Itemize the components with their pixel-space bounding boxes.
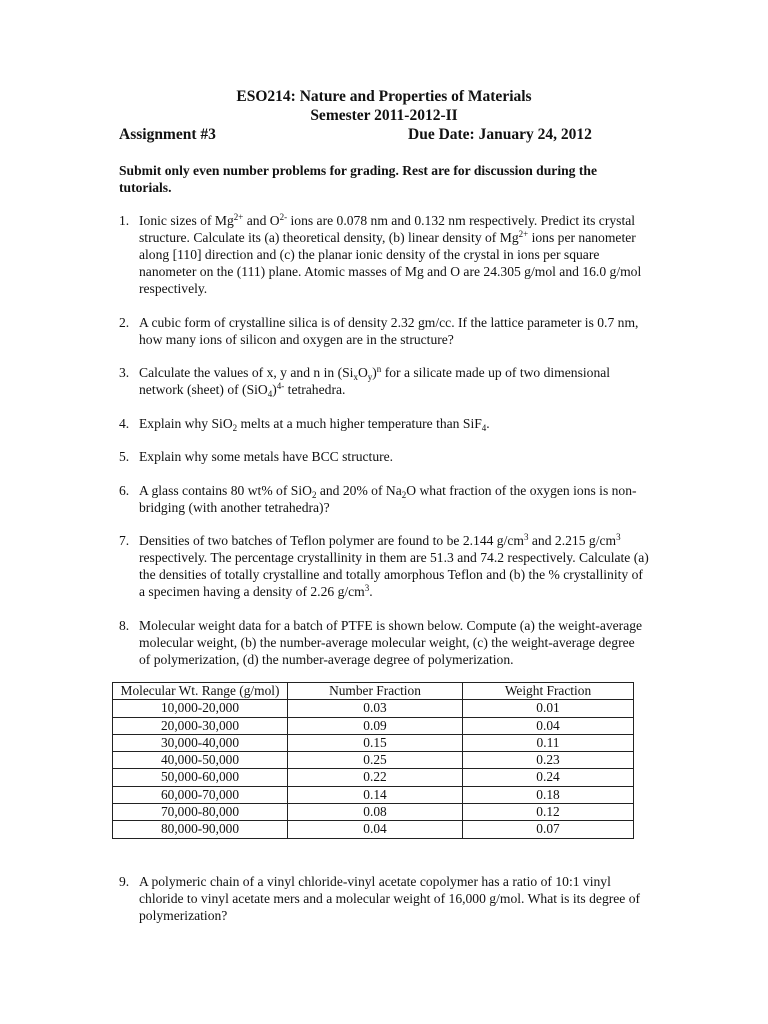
column-header: Number Fraction (288, 683, 463, 700)
number-fraction-cell: 0.25 (288, 752, 463, 769)
table-row (113, 717, 634, 734)
problem-number: 1. (119, 213, 130, 228)
table-row (113, 804, 634, 821)
table-row (113, 769, 634, 786)
problem-9 (119, 873, 649, 924)
problem-number: 8. (119, 618, 130, 633)
table-row (113, 700, 634, 717)
molecular-weight-table (112, 682, 634, 839)
number-fraction-cell: 0.09 (288, 717, 463, 734)
assignment-number: Assignment #3 (119, 126, 216, 143)
table-row (113, 786, 634, 803)
table-row (113, 734, 634, 751)
problem-number: 6. (119, 483, 130, 498)
problem-5 (119, 448, 649, 465)
problem-number: 7. (119, 533, 130, 548)
problem-number: 9. (119, 874, 130, 889)
weight-fraction-cell: 0.18 (463, 786, 634, 803)
problem-text: Ionic sizes of $Mg^{2+}$ and $O^{2-}$ ions are 0.078 nm and 0.132 nm respectively. Predict its crystal structure. Calculate its (a) theoretical density, (b) linear density of $Mg^{2+}$ ions per nanometer along [110] direction and (c) the planar ionic density of the crystal in ions per square nanometer on the (111) plane. Atomic masses of Mg and O are 24.305 g/mol and 16.0 g/mol respectively. (139, 212, 642, 296)
course-title: ESO214: Nature and Properties of Materials (236, 88, 532, 105)
instructions: Submit only even number problems for grading. Rest are for discussion during the tutorials. (119, 163, 597, 195)
problem-number: 3. (119, 365, 130, 380)
column-header: Weight Fraction (463, 683, 634, 700)
number-fraction-cell: 0.15 (288, 734, 463, 751)
mw-range-cell: 50,000-60,000 (113, 769, 288, 786)
mw-range-cell: 60,000-70,000 (113, 786, 288, 803)
mw-range-cell: 10,000-20,000 (113, 700, 288, 717)
due-date: Due Date: January 24, 2012 (408, 126, 592, 143)
table-row (113, 752, 634, 769)
table-header-row (113, 683, 634, 700)
semester-title: Semester 2011-2012-II (310, 107, 458, 124)
table-row (113, 821, 634, 838)
problem-number: 2. (119, 315, 130, 330)
mw-range-cell: 80,000-90,000 (113, 821, 288, 838)
mw-range-cell: 70,000-80,000 (113, 804, 288, 821)
number-fraction-cell: 0.03 (288, 700, 463, 717)
problem-number: 5. (119, 449, 130, 464)
problem-text: Densities of two batches of Teflon polymer are found to be 2.144 $g/cm^3$ and 2.215 $g/cm^3$ respectively. The percentage crystallinity in them are 51.3 and 74.2 respectively. Calculate (a) the densities of totally crystalline and totally amorphous Teflon and (b) the % crystallinity of a specimen having a density of 2.26 $g/cm^3$. (139, 532, 649, 599)
problem-text: A glass contains 80 wt% of SiO$_2$ and 20% of $Na_2O$ what fraction of the oxygen ions is non-bridging (with another tetrahedra)? (139, 483, 637, 515)
problem-4 (119, 415, 649, 432)
problem-2 (119, 314, 649, 348)
problem-text: Calculate the values of x, y and n in $(Si_xO_y)^n$ for a silicate made up of two dimensional network (sheet) of $(SiO_4)^{4-}$ tetrahedra. (139, 364, 611, 399)
weight-fraction-cell: 0.04 (463, 717, 634, 734)
problem-6 (119, 482, 649, 516)
weight-fraction-cell: 0.01 (463, 700, 634, 717)
problem-text: Molecular weight data for a batch of PTFE is shown below. Compute (a) the weight-average molecular weight, (b) the number-average molecular weight, (c) the weight-average degree of polymerization, (d) the number-average degree of polymerization. (139, 618, 643, 667)
problem-text: Explain why SiO$_2$ melts at a much higher temperature than SiF$_4$. (139, 416, 490, 433)
problem-text: Explain why some metals have BCC structure. (139, 449, 394, 464)
problem-3 (119, 364, 649, 398)
problem-number: 4. (119, 416, 130, 431)
mw-range-cell: 20,000-30,000 (113, 717, 288, 734)
weight-fraction-cell: 0.23 (463, 752, 634, 769)
column-header: Molecular Wt. Range (g/mol) (113, 683, 288, 700)
mw-range-cell: 30,000-40,000 (113, 734, 288, 751)
weight-fraction-cell: 0.11 (463, 734, 634, 751)
weight-fraction-cell: 0.24 (463, 769, 634, 786)
number-fraction-cell: 0.14 (288, 786, 463, 803)
problem-text: A polymeric chain of a vinyl chloride-vinyl acetate copolymer has a ratio of 10:1 vinyl chloride to vinyl acetate mers and a molecular weight of 16,000 g/mol. What is its degree of polymerization? (139, 874, 641, 923)
problem-7 (119, 532, 649, 600)
number-fraction-cell: 0.08 (288, 804, 463, 821)
number-fraction-cell: 0.04 (288, 821, 463, 838)
number-fraction-cell: 0.22 (288, 769, 463, 786)
problem-text: A cubic form of crystalline silica is of density 2.32 gm/cc. If the lattice parameter is 0.7 nm, how many ions of silicon and oxygen are in the structure? (139, 315, 639, 347)
weight-fraction-cell: 0.12 (463, 804, 634, 821)
mw-range-cell: 40,000-50,000 (113, 752, 288, 769)
weight-fraction-cell: 0.07 (463, 821, 634, 838)
problem-1 (119, 212, 649, 297)
problem-8 (119, 617, 649, 668)
